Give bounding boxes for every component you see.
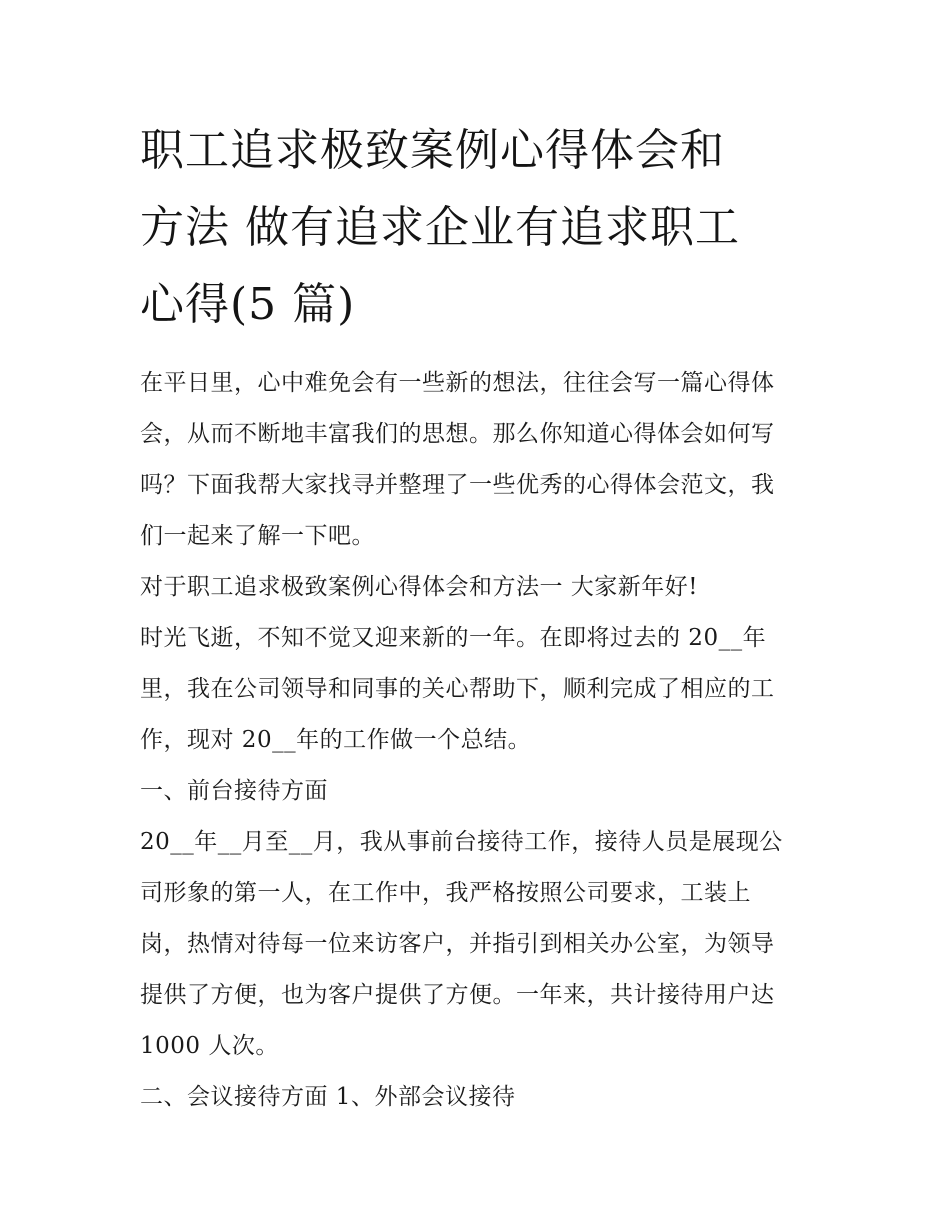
text-line: 们一起来了解一下吧。 — [140, 523, 375, 549]
document-body — [140, 358, 812, 1123]
title-line-3: 心得(5 篇) — [140, 279, 356, 330]
paragraph-reception — [140, 817, 812, 1072]
paragraph-heading-meetings — [140, 1072, 812, 1123]
paragraph-heading-reception — [140, 766, 812, 817]
title-line-2: 方法 做有追求企业有追求职工 — [140, 202, 740, 253]
document-content — [140, 112, 812, 1123]
document-title — [140, 112, 812, 343]
text-line: 时光飞逝，不知不觉又迎来新的一年。在即将过去的 20__年 — [140, 625, 767, 651]
paragraph-section-heading — [140, 562, 812, 613]
text-line: 提供了方便，也为客户提供了方便。一年来，共计接待用户达 — [140, 982, 775, 1008]
paragraph-summary-intro — [140, 613, 812, 766]
text-line: 司形象的第一人，在工作中，我严格按照公司要求，工装上 — [140, 880, 751, 906]
text-line: 对于职工追求极致案例心得体会和方法一 大家新年好! — [140, 574, 699, 600]
text-line: 一、前台接待方面 — [140, 778, 328, 804]
paragraph-intro — [140, 358, 812, 562]
text-line: 作，现对 20__年的工作做一个总结。 — [140, 727, 532, 753]
text-line: 1000 人次。 — [140, 1033, 279, 1059]
text-line: 20__年__月至__月，我从事前台接待工作，接待人员是展现公 — [140, 829, 783, 855]
text-line: 会，从而不断地丰富我们的思想。那么你知道心得体会如何写 — [140, 421, 775, 447]
text-line: 吗？下面我帮大家找寻并整理了一些优秀的心得体会范文，我 — [140, 472, 775, 498]
text-line: 二、会议接待方面 1、外部会议接待 — [140, 1084, 516, 1110]
text-line: 在平日里，心中难免会有一些新的想法，往往会写一篇心得体 — [140, 370, 775, 396]
text-line: 里，我在公司领导和同事的关心帮助下，顺利完成了相应的工 — [140, 676, 775, 702]
title-line-1: 职工追求极致案例心得体会和 — [140, 125, 725, 176]
text-line: 岗，热情对待每一位来访客户，并指引到相关办公室，为领导 — [140, 931, 775, 957]
